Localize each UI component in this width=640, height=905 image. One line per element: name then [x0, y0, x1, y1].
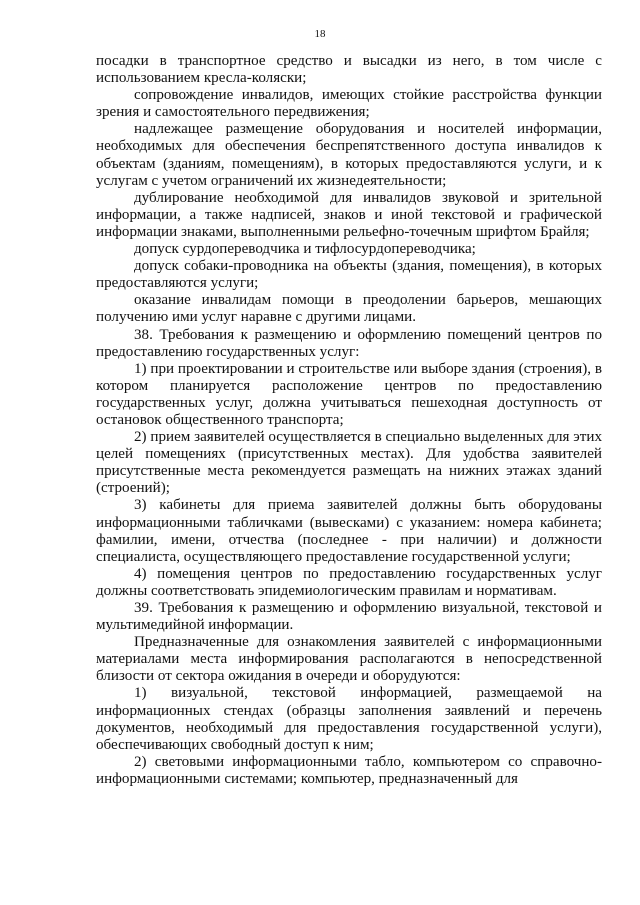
paragraph-38-item-2: 2) прием заявителей осуществляется в специально выделенных для этих целей помещениях (присутственных местах). Для удобства заявителей присутственные места рекомендуется размещать на нижних этажах зданий (строений);: [96, 429, 602, 497]
paragraph-sign-interpreter: допуск сурдопереводчика и тифлосурдопереводчика;: [134, 241, 476, 258]
page-number: 18: [314, 28, 326, 40]
paragraph-continuation: посадки в транспортное средство и высадки из него, в том числе с использованием кресла-коляски;: [96, 53, 602, 87]
paragraph-info-places: Предназначенные для ознакомления заявителей с информационными материалами места информирования располагаются в непосредственной близости от сектора ожидания в очереди и оборудуются:: [96, 634, 602, 685]
paragraph-guide-dog: допуск собаки-проводника на объекты (здания, помещения), в которых предоставляются услуги;: [96, 258, 602, 292]
paragraph-38-item-3: 3) кабинеты для приема заявителей должны быть оборудованы информационными табличками (вывесками) с указанием: номера кабинета; фамилии, имени, отчества (последнее - при наличии) и должности специалиста, осуществляющего предоставление государственной услуги;: [96, 497, 602, 565]
paragraph-38-item-1: 1) при проектировании и строительстве или выборе здания (строения), в котором планируется расположение центров по предоставлению государственных услуг, должна учитываться пешеходная доступность от остановок общественного транспорта;: [96, 360, 602, 428]
paragraph-section-39: 39. Требования к размещению и оформлению визуальной, текстовой и мультимедийной информации.: [96, 600, 602, 634]
paragraph-equipment-placement: надлежащее размещение оборудования и носителей информации, необходимых для обеспечения беспрепятственного доступа инвалидов к объектам (зданиям, помещениям), в которых предоставляются услуги, и к услугам с учетом ограничений их жизнедеятельности;: [96, 121, 602, 189]
paragraph-braille: дублирование необходимой для инвалидов звуковой и зрительной информации, а также надписей, знаков и иной текстовой и графической информации знаками, выполненными рельефно-точечным шрифтом Брайля;: [96, 189, 602, 240]
paragraph-39-item-1: 1) визуальной, текстовой информацией, размещаемой на информационных стендах (образцы заполнения заявлений и перечень документов, необходимый для предоставления государственной услуги), обеспечивающих свободный доступ к ним;: [96, 685, 602, 753]
paragraph-section-38: 38. Требования к размещению и оформлению помещений центров по предоставлению государственных услуг:: [96, 326, 602, 360]
paragraph-39-item-2: 2) световыми информационными табло, компьютером со справочно-информационными системами; компьютер, предназначенный для: [96, 753, 602, 787]
paragraph-38-item-4: 4) помещения центров по предоставлению государственных услуг должны соответствовать эпидемиологическим правилам и нормативам.: [96, 565, 602, 599]
document-body: [96, 53, 602, 788]
paragraph-escort: сопровождение инвалидов, имеющих стойкие расстройства функции зрения и самостоятельного передвижения;: [96, 87, 602, 121]
paragraph-barrier-help: оказание инвалидам помощи в преодолении барьеров, мешающих получению ими услуг наравне с другими лицами.: [96, 292, 602, 326]
